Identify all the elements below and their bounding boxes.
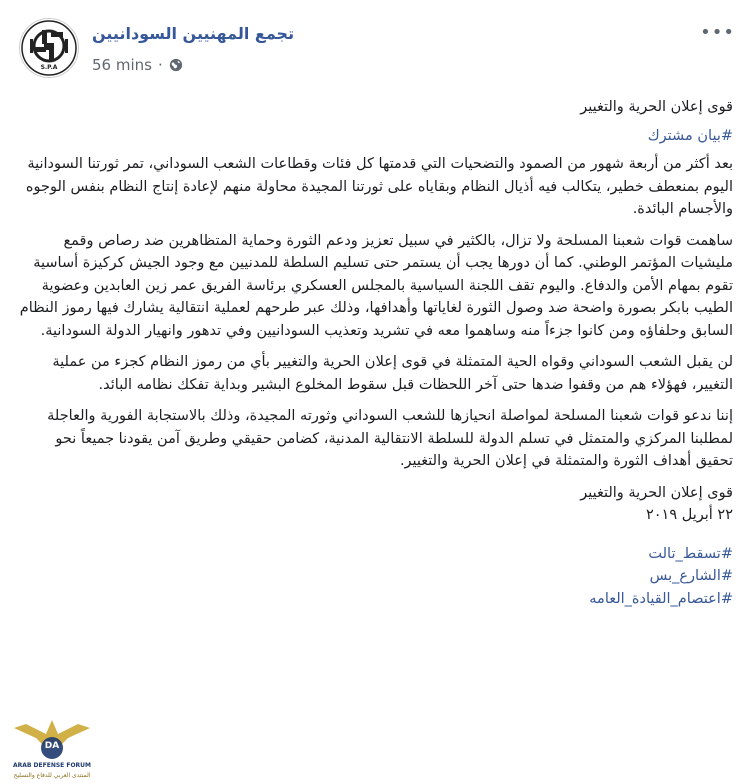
watermark-line1: ARAB DEFENSE FORUM (12, 762, 92, 769)
signature: قوى إعلان الحرية والتغيير (580, 484, 733, 501)
page-avatar[interactable] (19, 18, 79, 78)
page-name[interactable]: تجمع المهنيين السودانيين (92, 24, 295, 43)
more-dots-icon: ••• (700, 22, 735, 43)
hashtag-link[interactable]: #بيان مشترك (647, 127, 733, 144)
hashtag-link[interactable]: #الشارع_بس (649, 568, 733, 584)
hashtag-link[interactable]: #تسقط_تالت (648, 545, 733, 562)
post-title: قوى إعلان الحرية والتغيير (580, 99, 733, 115)
post-date: ٢٢ أبريل ٢٠١٩ (645, 507, 733, 523)
eagle-logo-icon (6, 712, 98, 764)
watermark-short: DA (44, 741, 60, 751)
watermark-line2: المنتدى العربي للدفاع والتسليح (13, 772, 91, 779)
paragraph-3: لن يقبل الشعب السوداني وقواه الحية المتمثلة في قوى إعلان الحرية والتغيير بأي من رموز النظام كجزء من عملية التغيير، فهؤلاء هم من وقفوا ضدها حتى آخر اللحظات قبل سقوط المخلوع البشير وبداية تفكك نظامه البائد. (52, 354, 733, 393)
paragraph-1: بعد أكثر من أربعة شهور من الصمود والتضحيات التي قدمتها كل فئات وقطاعات الشعب السوداني، تمر ثورتنا السودانية اليوم بمنعطف خطير، يتكالب فيه أذيال النظام وبقاياه على ثورتنا المجيدة محاولة منهم لإعادة إنتاج النظام بنفس الوجوه والأجسام البائدة. (25, 156, 733, 217)
logo-caption: S.P.A (40, 64, 58, 71)
post-meta: 56 mins · (92, 56, 183, 74)
post-body (18, 96, 733, 610)
tags-list (18, 543, 733, 611)
more-options-button[interactable] (700, 22, 735, 43)
paragraph-2: ساهمت قوات شعبنا المسلحة ولا تزال، بالكثير في سبيل تعزيز ودعم الثورة وحماية المتظاهرين ضد رصاص وقمع مليشيات المؤتمر الوطني. كما أن دورها يجب أن يستمر حتى تسليم السلطة للمدنيين مع وجود الجيش كركيزة أساسية تقوم بمهام الأمن والدفاع. واليوم تقف اللجنة السياسية بالمجلس العسكري برئاسة الفريق عمر زين العابدين وعضوية الطيب بابكر بصورة واضحة ضد وصول الثورة لغاياتها وأهدافها، وذلك عبر طرحهم لعملية انتقالية يشارك فيها رموز النظام السابق وحلفاؤه ومن كانوا جزءاً منه وساهموا معه في تشريد وتعذيب السودانيين وفي تدهور وانهيار الدولة السودانية. (19, 232, 733, 339)
globe-icon[interactable] (169, 58, 183, 72)
hashtag-link[interactable]: #اعتصام_القيادة_العامه (589, 590, 733, 607)
watermark (6, 712, 98, 782)
post-header (0, 0, 747, 90)
paragraph-4: إننا ندعو قوات شعبنا المسلحة لمواصلة انحيازها للشعب السوداني وثورته المجيدة، وذلك بالاستجابة الفورية والعاجلة لمطلبنا المركزي والمتمثل في تسلم الدولة للسلطة الانتقالية المدنية، كضامن حقيقي وطريق آمن يقودنا جميعاً نحو تحقيق أهداف الثورة والمتمثلة في إعلان الحرية والتغيير. (47, 408, 733, 469)
post-timestamp[interactable]: 56 mins (92, 56, 152, 74)
